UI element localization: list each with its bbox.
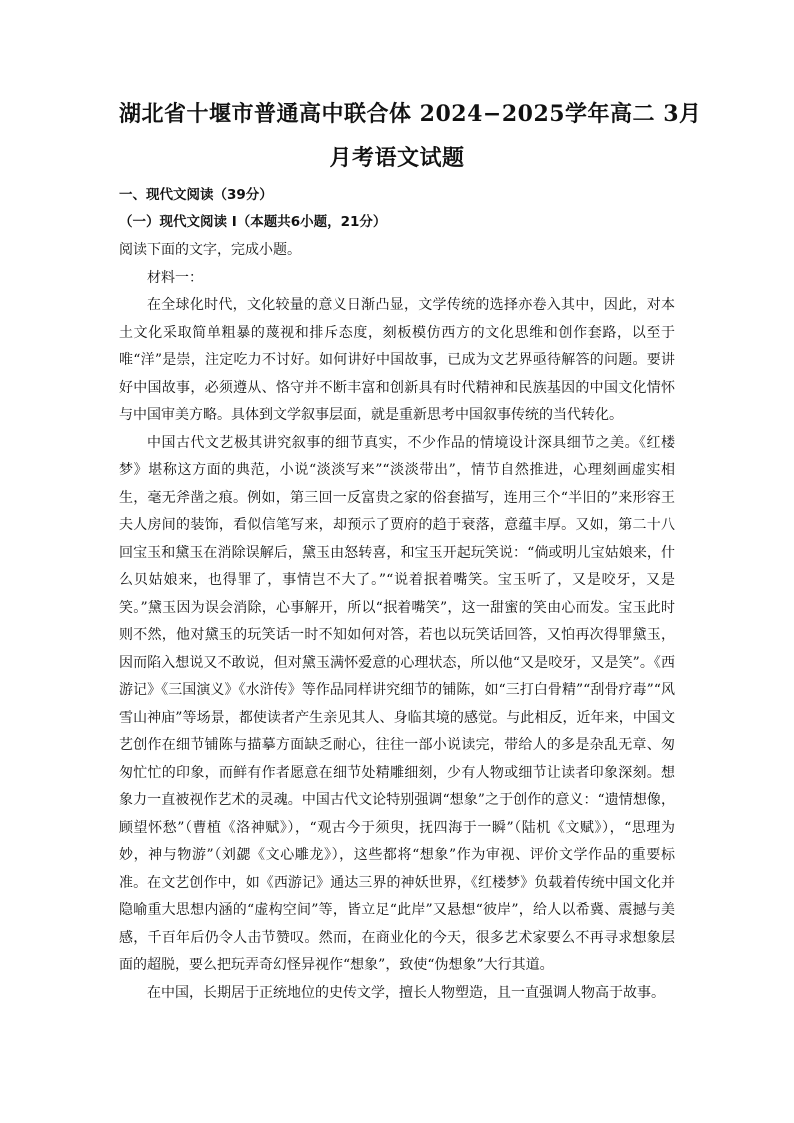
section-heading: 一、现代文阅读（39分）	[119, 187, 273, 203]
subsection-heading: （一）现代文阅读 I（本题共6小题，21分）	[119, 214, 387, 230]
document-title	[119, 92, 702, 180]
paragraph-3: 在中国，长期居于正统地位的史传文学，擅长人物塑造，且一直强调人物高于故事。	[147, 984, 665, 1001]
paragraph-2: 中国古代文艺极其讲究叙事的细节真实，不少作品的情境设计深具细节之美。《红楼梦》堪称这方面的典范，小说“淡淡写来”“淡淡带出”，情节自然推进，心理刻画虚实相生，毫无斧凿之痕。例如，第三回一反富贵之家的俗套描写，连用三个“半旧的”来形容王夫人房间的装饰，看似信笔写来，却预示了贾府的趋于衰落，意蕴丰厚。又如，第二十八回宝玉和黛玉在消除误解后，黛玉由怒转喜，和宝玉开起玩笑说：“倘或明儿宝姑娘来，什么贝姑娘来，也得罪了，事情岂不大了。”“说着抿着嘴笑。宝玉听了，又是咬牙，又是笑。”黛玉因为误会消除，心事解开，所以“抿着嘴笑”，这一甜蜜的笑由心而发。宝玉此时则不然，他对黛玉的玩笑话一时不知如何对答，若也以玩笑话回答，又怕再次得罪黛玉，因而陷入想说又不敢说，但对黛玉满怀爱意的心理状态，所以他“又是咬牙，又是笑”。《西游记》《三国演义》《水浒传》等作品同样讲究细节的铺陈，如“三打白骨精”“刮骨疗毒”“风雪山神庙”等场景，都使读者产生亲见其人、身临其境的感觉。与此相反，近年来，中国文艺创作在细节铺陈与描摹方面缺乏耐心，往往一部小说读完，带给人的多是杂乱无章、匆匆忙忙的印象，而鲜有作者愿意在细节处精雕细刻，少有人物或细节让读者印象深刻。想象力一直被视作艺术的灵魂。中国古代文论特别强调“想象”之于创作的意义：“遗情想像，顾望怀愁”（曹植《洛神赋》），“观古今于须臾，抚四海于一瞬”（陆机《文赋》），“思理为妙，神与物游”（刘勰《文心雕龙》），这些都将“想象”作为审视、评价文学作品的重要标准。在文艺创作中，如《西游记》通达三界的神妖世界，《红楼梦》负载着传统中国文化并隐喻重大思想内涵的“虚构空间”等，皆立足“此岸”又悬想“彼岸”，给人以希冀、震撼与美感，千百年后仍令人击节赞叹。然而，在商业化的今天，很多艺术家要么不再寻求想象层面的超脱，要么把玩弄奇幻怪异视作“想象”，致使“伪想象”大行其道。	[119, 434, 675, 973]
title-line-1: 湖北省十堰市普通高中联合体 2024−2025学年高二 3月	[119, 101, 702, 127]
title-line-2: 月考语文试题	[329, 145, 465, 171]
paragraph-1: 在全球化时代，文化较量的意义日渐凸显，文学传统的选择亦卷入其中，因此，对本土文化采取简单粗暴的蔑视和排斥态度，刻板模仿西方的文化思维和创作套路，以至于唯“洋”是崇，注定吃力不讨好。如何讲好中国故事，已成为文艺界亟待解答的问题。要讲好中国故事，必须遵从、恪守并不断丰富和创新具有时代精神和民族基因的中国文化情怀与中国审美方略。具体到文学叙事层面，就是重新思考中国叙事传统的当代转化。	[119, 297, 675, 423]
reading-instruction: 阅读下面的文字，完成小题。	[119, 242, 301, 258]
material-label: 材料一：	[147, 270, 203, 286]
